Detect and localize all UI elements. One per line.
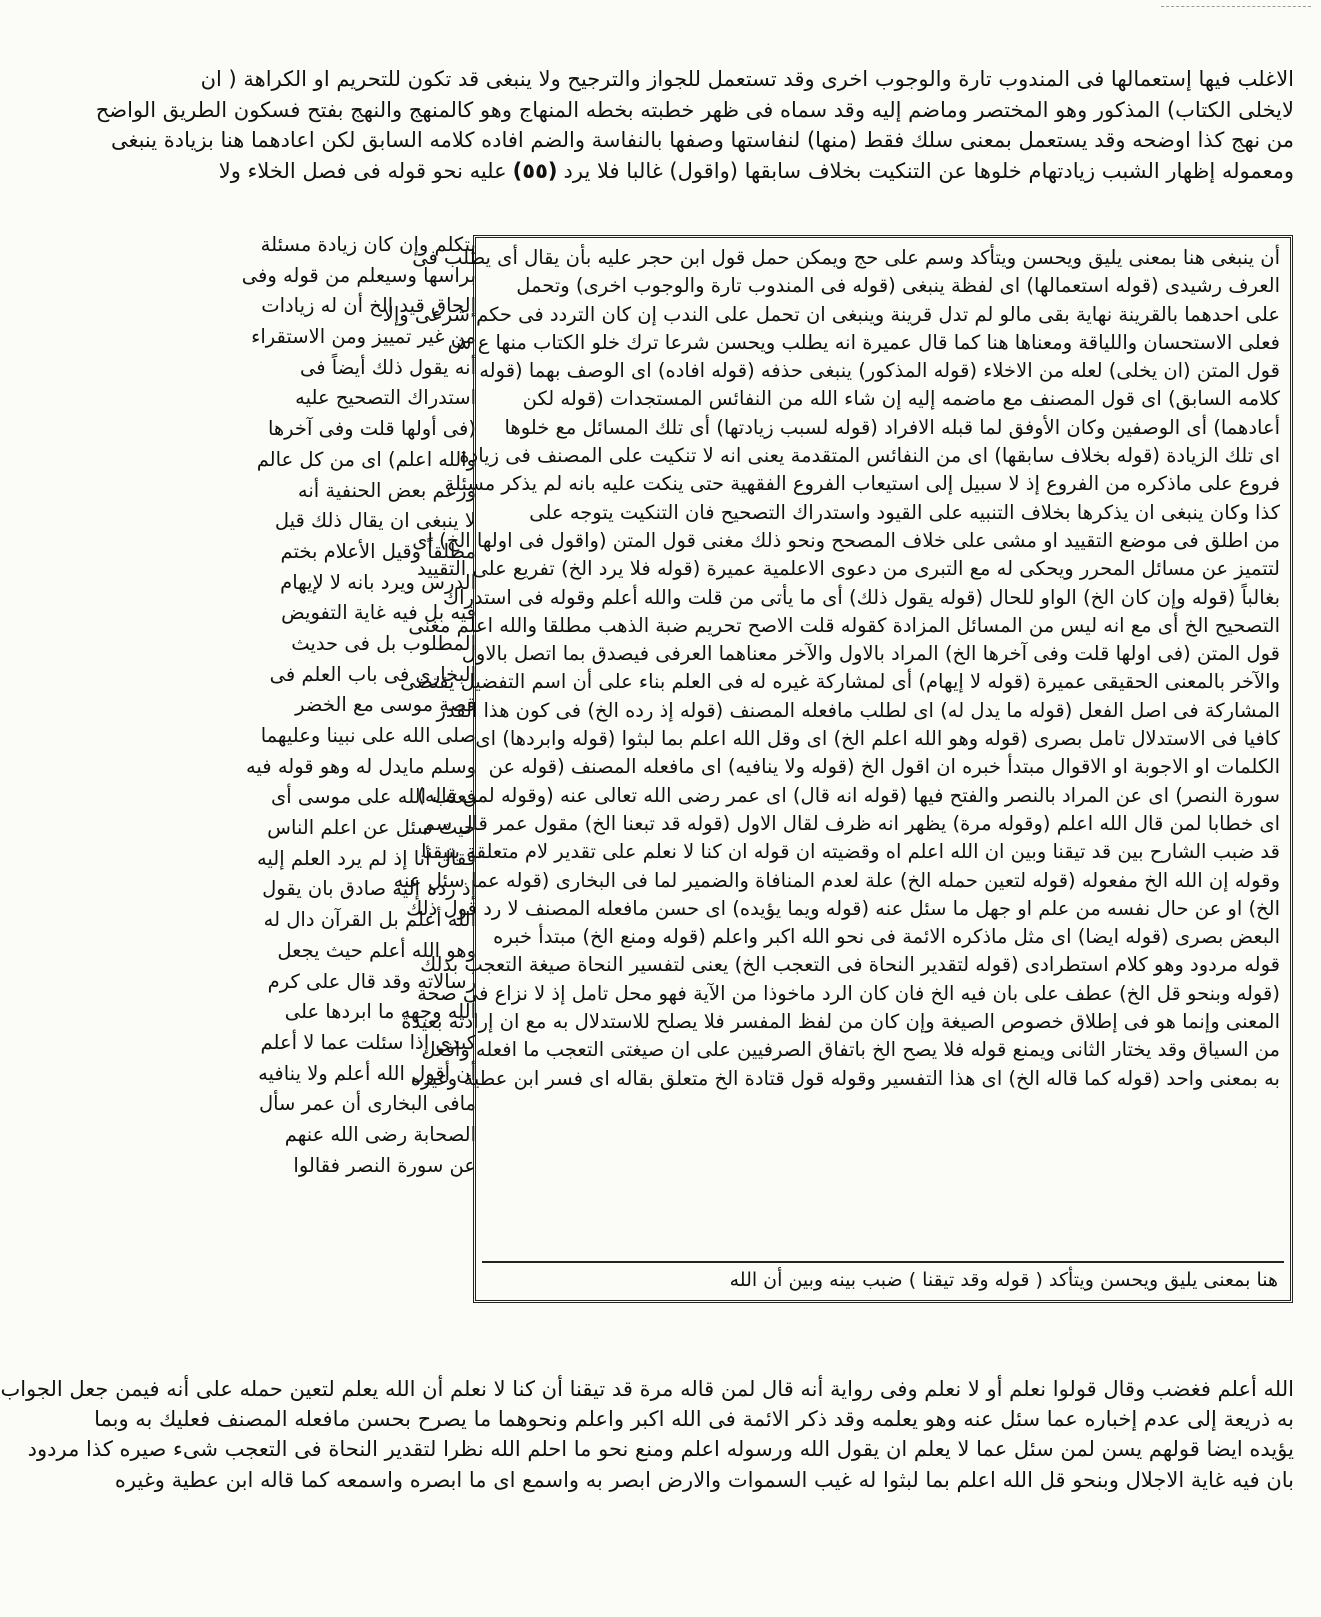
commentary-line: فروع على ماذكره من الفروع إذ لا سبيل إلى استيعاب الفروع الفقهية حتى ينكت عليه بانه لم يذكر مسئلة <box>444 472 1280 496</box>
commentary-line: البعض بصرى (قوله ايضا) اى مثل ماذكره الائمة فى نحو الله اكبر واعلم (قوله ومنع الخ) مبتدأ خبره <box>493 925 1280 949</box>
side-line: رسالاته وقد قال على كرم <box>267 969 476 993</box>
side-line: الله وجهه ما ابردها على <box>284 1000 476 1024</box>
side-line: صلى الله على نبينا وعليهما <box>260 724 476 747</box>
commentary-line: على احدهما بالقرينة نهاية بقى مالو لم تدل قرينة وينبغى ان تحمل على الندب إن كان التردد فى حكم شرعى وإلا <box>382 302 1280 326</box>
side-line: عن سورة النصر فقالوا <box>293 1153 476 1177</box>
side-line: (فى أولها قلت وفى آخرها <box>267 417 476 441</box>
commentary-line: أعادهما) أى الوصفين وكان الأوفق لما قبله الافراد (قوله لسبب زيادتها) أى تلك المسائل مع خلوها <box>504 415 1280 439</box>
commentary-line: اى تلك الزيادة (قوله بخلاف سابقها) اى من النفائس المتقدمة يعنى انه لا تنكيت على المصنف فى زيادة <box>459 444 1280 468</box>
top-line-tail: عليه نحو قوله فى فصل الخلاء ولا <box>218 158 507 183</box>
commentary-line: والآخر بالمعنى الحقيقى عميرة (قوله لا إيهام) أى لمشاركة غيره له فى العلم بناء على أن اسم التفضيل يقتضى <box>400 670 1280 694</box>
page-number: (٥٥) <box>512 158 558 183</box>
side-line: براسها وسيعلم من قوله وفى <box>241 263 476 287</box>
commentary-line: قوله مردود وهو كلام استطرادى (قوله لتقدير النحاة فى التعجب الخ) يعنى لتفسير النحاة صيغة التعجب بذلك <box>420 953 1280 977</box>
commentary-line: قد ضبب الشارح بين قد تيقنا وبين ان الله اعلم اه وقضيته ان قوله ان كنا لا نعلم على تقدير لام متعلقة بتيقنا <box>421 840 1280 864</box>
commentary-line: فعلى الاستحسان واللياقة ومعناها هنا كما قال عميرة انه يطلب ويحسن شرعا ترك خلو الكتاب منها ع ش <box>447 330 1280 354</box>
side-line: استدراك التصحيح عليه <box>295 386 476 410</box>
commentary-line: كلامه السابق) اى قول المصنف مع ماضمه إليه إن شاء الله من النفائس المستجدات (قوله لكن <box>522 387 1280 411</box>
bottom-line: به ذريعة إلى عدم إخباره عما سئل عنه وهو يعلمه وقد ذكر الائمة فى الله اكبر واعلم ونحوهما ما يصرح بحسن مافعله المصنف فعليك به وبما <box>94 1407 1294 1432</box>
side-line: وهو الله أعلم حيث يجعل <box>277 938 476 962</box>
side-line: فقال أنا إذ لم يرد العلم إليه <box>256 846 476 870</box>
side-line: إذ ردہ إليه صادق بان يقول <box>262 877 476 901</box>
side-line: مافى البخارى أن عمر سأل <box>258 1092 476 1116</box>
side-line: يتكلم وإن كان زيادة مسئلة <box>260 233 476 256</box>
commentary-line: بغالباً (قوله وإن كان الخ) الواو للحال (قوله يقول ذلك) أى ما يأتى من قلت والله أعلم وقوله فى استدراك <box>443 585 1280 609</box>
side-line: والله اعلم) اى من كل عالم <box>256 447 476 471</box>
commentary-line: أن ينبغى هنا بمعنى يليق ويحسن ويتأكد وسم على حج ويمكن حمل قول ابن حجر عليه بأن يقال أى يطلب فى <box>412 246 1280 269</box>
footnote: هنا بمعنى يليق ويحسن ويتأكد ( قوله وقد تيقنا ) ضبب بينه وبين أن الله <box>729 1269 1278 1291</box>
commentary-line: (قوله وبنحو قل الخ) عطف على بان فيه الخ فان كان الرد ماخوذا من الآية فهو محل تامل إذ لا نزاع فى صحة <box>417 981 1280 1005</box>
side-line: فعتب الله على موسى أى <box>271 785 476 809</box>
commentary-line: قول المتن (ان يخلى) لعله من الاخلاء (قوله المذكور) ينبغى حذفه (قوله افاده) اى الوصف بهما (قوله <box>479 359 1280 383</box>
side-line: البخارى فى باب العلم فى <box>269 662 476 686</box>
commentary-line: كافيا فى الاستدلال تامل بصرى (قوله وهو الله اعلم الخ) اى وقل الله اعلم بما لبثوا (قوله وابردها) اى <box>475 727 1280 751</box>
page-corner-marks <box>1161 6 1311 11</box>
commentary-line: كذا وكان ينبغى ان يذكرها بخلاف التنبيه على القيود واستدراك التصحيح فان التنكيت يتوجه على <box>529 500 1280 524</box>
side-line: مطلقاً وقيل الأعلام بختم <box>280 539 476 563</box>
commentary-line: التصحيح الخ أى مع انه ليس من المسائل المزادة كقوله قلت الاصح تحريم ضبة الذهب مطلقا والله اعلم مغنى <box>408 613 1280 637</box>
commentary-line: الكلمات او الاجوبة او الاقوال مبتدأ خبره ان اقول الخ (قوله ولا ينافيه) اى مافعله المصنف (قوله عن <box>488 755 1280 779</box>
commentary-line: وقوله إن الله الخ مفعوله (قوله لتعين حمله الخ) علة لعدم المنافاة والضمير لما فى البخارى (قوله عما سئل عنه <box>393 868 1280 892</box>
side-line: الدرس ويرد بانه لا لإيهام <box>280 570 476 594</box>
bottom-text-block <box>0 1374 1294 1495</box>
side-line: حيث سئل عن اعلم الناس <box>267 816 476 840</box>
side-line: كبدى إذا سئلت عما لا أعلم <box>260 1030 476 1054</box>
commentary-line: سورة النصر) اى عن المراد بالنصر والفتح فيها (قوله انه قال) اى عمر رضى الله تعالى عنه (وقوله لمن قاله) <box>417 783 1280 807</box>
side-line: أن أقول الله أعلم ولا ينافيه <box>258 1061 476 1085</box>
side-line: قصة موسى مع الخضر <box>295 693 476 717</box>
top-text-block <box>95 64 1294 186</box>
side-line: لا ينبغى ان يقال ذلك قيل <box>274 509 476 533</box>
side-line: أنه يقول ذلك أيضاً فى <box>300 355 476 379</box>
commentary-line: المشاركة فى اصل الفعل (قوله ما يدل له) اى لطلب مافعله المصنف (قوله إذ رده الخ) فى كون هذا القدر <box>436 698 1280 722</box>
side-line: وسلم مايدل له وهو قوله فيه <box>245 754 476 778</box>
top-line-text: ومعموله إظهار الشبب زيادتهام خلوها عن التنكيت بخلاف سابقها (واقول) غالبا فلا يرد <box>563 158 1294 183</box>
commentary-line: من السياق وقد يختار الثانى ويمنع قوله فلا يصح الخ باتفاق الصرفيين على ان صيغتى التعجب ما افعله وافعل <box>421 1038 1280 1062</box>
bottom-line: يؤيده ايضا قولهم يسن لمن سئل عما لا يعلم ان يقول الله ورسوله اعلم ومنع نحو ما احلم الله نظرا لتقدير النحاة فى التعجب شىء صيره كذا مردود <box>27 1437 1294 1462</box>
bottom-line: بان فيه غاية الاجلال وبنحو قل الله اعلم بما لبثوا له غيب السموات والارض ابصر به واسمع اى ما ابصره واسمعه كما قاله ابن عطية وغيره <box>114 1467 1294 1492</box>
commentary-line: به بمعنى واحد (قوله كما قاله الخ) اى هذا التفسير وقوله قول قتادة الخ متعلق بقاله اى فسر ابن عطية وغيره <box>410 1066 1280 1090</box>
commentary-line: المعنى وإنما هو فى إطلاق خصوص الصيغة وإن كان من لفظ المفسر فلا يصلح للاستدلال به مع ان إرادته بعيدة <box>401 1010 1280 1034</box>
top-line-with-page-number <box>218 156 1294 187</box>
side-line: الصحابة رضى الله عنهم <box>284 1122 476 1146</box>
side-line: الله أعلم بل القرآن دال له <box>263 908 476 932</box>
side-line: من غير تمييز ومن الاستقراء <box>251 325 476 349</box>
top-line: الاغلب فيها إستعمالها فى المندوب تارة والوجوب اخرى وقد تستعمل للجواز والترجيح ولا ينبغى قد تكون للتحريم او الكراهة ( ان <box>200 67 1294 91</box>
side-line: وزعم بعض الحنفية أنه <box>297 478 476 502</box>
footnote-divider <box>482 1261 1284 1263</box>
commentary-line: الخ) او عن حال نفسه من علم او جهل ما سئل عنه (قوله ويما يؤيده) اى حسن مافعله المصنف لا رد قول ذلك <box>406 896 1280 920</box>
commentary-line: قول المتن (فى اولها قلت وفى آخرها الخ) المراد بالاول والآخر معناهما العرفى فيصدق بما اتصل بالاول <box>461 642 1280 666</box>
bottom-line: الله أعلم فغضب وقال قولوا نعلم أو لا نعلم وفى رواية أنه قال لمن قاله مرة قد تيقنا أن كنا لا نعلم أن الله يعلم لتعين حمله على أنه فيمن جعل الجواب <box>0 1377 1294 1401</box>
commentary-line: لتتميز عن مسائل المحرر ويحكى له مع التبرى من دعوى الاعلمية عميرة (قوله فلا يرد الخ) تفريع على التقييد <box>417 557 1280 581</box>
side-line: المطلوب بل فى حديث <box>291 631 476 655</box>
side-line: فيه بل فيه غاية التفويض <box>281 601 476 625</box>
top-line: لايخلى الكتاب) المذكور وهو المختصر وماضم إليه وقد سماه فى ظهر خطبته بخطه المنهاج وهو كالمنهج والنهج بفتح فسكون الطريق الواضح <box>95 97 1294 122</box>
top-line: من نهج كذا اوضحه وقد يستعمل بمعنى سلك فقط (منها) لنفاستها وصفها بالنفاسة والضم افاده كلامه السابق لكن اعادهما هنا بزيادة ينبغى <box>110 128 1294 152</box>
side-line: إلحاق قيد الخ أن له زيادات <box>261 294 476 318</box>
commentary-line: اى خطابا لمن قال الله اعلم (وقوله مرة) يظهر انه ظرف لقال الاول (قوله قد تبعنا الخ) مقول عمر قال سم <box>422 811 1280 835</box>
commentary-line: العرف رشيدى (قوله استعمالها) اى لفظة ينبغى (قوله فى المندوب تارة والوجوب اخرى) وتحمل <box>516 274 1280 298</box>
commentary-line: من اطلق فى موضع التقييد او مشى على خلاف المصحح ونحو ذلك مغنى قول المتن (واقول فى اولها الخ) اى <box>412 528 1280 552</box>
